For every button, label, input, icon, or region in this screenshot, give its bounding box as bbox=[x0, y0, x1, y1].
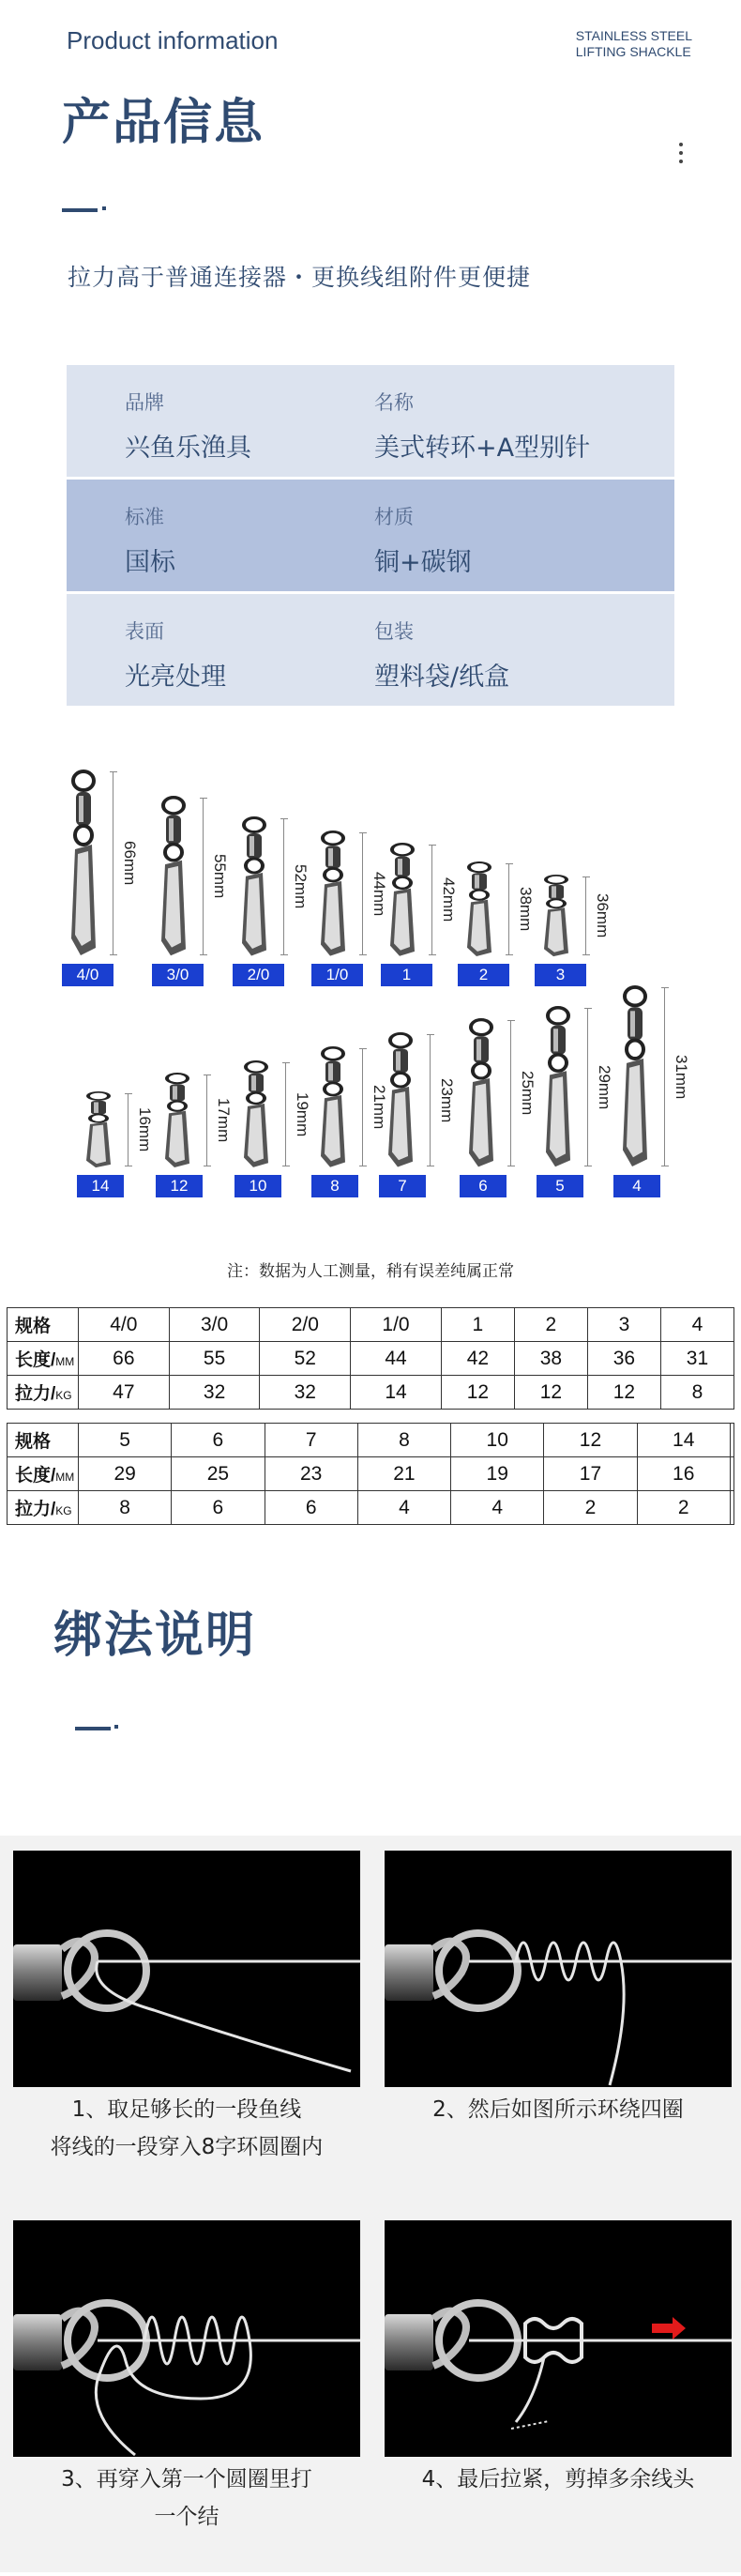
info-label: 表面 bbox=[125, 620, 164, 643]
table-cell: 1/0 bbox=[351, 1308, 442, 1342]
size-badge: 10 bbox=[234, 1175, 281, 1197]
size-badge: 2 bbox=[458, 964, 509, 986]
table-cell: 6 bbox=[172, 1491, 265, 1525]
table-row bbox=[8, 1342, 734, 1376]
header-en-title: Product information bbox=[67, 26, 279, 54]
row1-swivel-1 bbox=[158, 796, 229, 961]
step-3-caption bbox=[13, 2461, 360, 2536]
length-label: 29mm bbox=[596, 1064, 613, 1109]
table-cell: 52 bbox=[260, 1342, 351, 1376]
page-title: 产品信息 bbox=[62, 95, 265, 151]
row1-swivel-2 bbox=[238, 816, 310, 961]
info-row bbox=[67, 480, 674, 591]
table-cell: 32 bbox=[260, 1376, 351, 1410]
length-ruler bbox=[362, 1048, 363, 1166]
table-cell: 47 bbox=[79, 1376, 170, 1410]
length-label: 21mm bbox=[370, 1085, 388, 1130]
info-value: 国标 bbox=[125, 548, 175, 577]
info-row bbox=[67, 365, 674, 477]
table-row bbox=[8, 1376, 734, 1410]
step-4-caption-line1: 4、最后拉紧，剪掉多余线头 bbox=[421, 2467, 695, 2492]
length-ruler bbox=[128, 1093, 129, 1166]
info-label: 品牌 bbox=[125, 391, 164, 414]
table-cell: 21 bbox=[357, 1457, 450, 1491]
length-label: 66mm bbox=[121, 841, 139, 886]
step-1-caption-line1: 1、取足够长的一段鱼线 bbox=[71, 2097, 302, 2122]
step-4-caption bbox=[385, 2461, 732, 2498]
row2-swivel-7 bbox=[619, 985, 690, 1172]
size-badge: 12 bbox=[156, 1175, 203, 1197]
info-row bbox=[67, 594, 674, 706]
table-cell: 32 bbox=[169, 1376, 260, 1410]
length-ruler bbox=[510, 1020, 511, 1166]
table-cell: 31 bbox=[660, 1342, 733, 1376]
length-ruler bbox=[285, 1062, 286, 1166]
size-badge: 1 bbox=[381, 964, 432, 986]
size-badge: 7 bbox=[379, 1175, 426, 1197]
table-cell: 4 bbox=[357, 1491, 450, 1525]
table-cell: 42 bbox=[441, 1342, 514, 1376]
section-dash-dot bbox=[114, 1725, 118, 1729]
unit-kg: KG bbox=[55, 1389, 72, 1402]
table-cell: 36 bbox=[587, 1342, 660, 1376]
step-3-caption-line1: 3、再穿入第一个圆圈里打 bbox=[61, 2467, 312, 2492]
table-cell: 14 bbox=[637, 1424, 730, 1457]
table-cell: 2 bbox=[544, 1491, 637, 1525]
table-row bbox=[8, 1308, 734, 1342]
table-cell: 17 bbox=[544, 1457, 637, 1491]
table-cell: 2/0 bbox=[260, 1308, 351, 1342]
table-cell bbox=[730, 1457, 733, 1491]
step-1-illustration bbox=[13, 1851, 360, 2087]
header-subtitle-line2: LIFTING SHACKLE bbox=[575, 44, 691, 59]
row-header-length-text: 长度/ bbox=[15, 1466, 56, 1486]
size-badge: 6 bbox=[460, 1175, 507, 1197]
length-ruler bbox=[203, 798, 204, 955]
table-cell: 4/0 bbox=[79, 1308, 170, 1342]
title-dash-mark bbox=[62, 208, 98, 212]
size-badge: 4 bbox=[613, 1175, 660, 1197]
table-cell: 3/0 bbox=[169, 1308, 260, 1342]
length-ruler bbox=[283, 818, 284, 955]
length-ruler bbox=[508, 863, 509, 955]
info-value: 光亮处理 bbox=[125, 663, 226, 692]
info-cell-brand bbox=[67, 365, 370, 477]
length-ruler bbox=[585, 876, 586, 955]
spec-table-2 bbox=[7, 1423, 734, 1525]
size-badge: 3/0 bbox=[152, 964, 204, 986]
more-options-icon[interactable] bbox=[677, 143, 685, 168]
row2-swivel-2 bbox=[240, 1060, 311, 1172]
row-header-length bbox=[8, 1342, 79, 1376]
row2-swivel-1 bbox=[161, 1073, 233, 1172]
tagline: 拉力高于普通连接器・更换线组附件更便捷 bbox=[68, 264, 532, 291]
info-value: 铜+碳钢 bbox=[374, 548, 472, 577]
spec-table-1 bbox=[7, 1307, 734, 1410]
step-2-image bbox=[385, 1851, 732, 2087]
length-label: 52mm bbox=[292, 864, 310, 909]
info-cell-packaging bbox=[370, 594, 674, 706]
step-2-caption-line1: 2、然后如图所示环绕四圈 bbox=[432, 2097, 684, 2122]
length-ruler bbox=[431, 845, 432, 955]
table-cell: 19 bbox=[451, 1457, 544, 1491]
section-dash-mark bbox=[75, 1727, 111, 1730]
step-3-caption-line2: 一个结 bbox=[154, 2505, 219, 2529]
table-cell: 38 bbox=[514, 1342, 587, 1376]
size-badge: 2/0 bbox=[233, 964, 284, 986]
step-3-image bbox=[13, 2220, 360, 2457]
row2-swivel-6 bbox=[542, 1006, 613, 1172]
row1-swivel-0 bbox=[68, 770, 139, 961]
step-1-caption-line2: 将线的一段穿入8字环圆圈内 bbox=[50, 2135, 324, 2159]
table-row bbox=[8, 1491, 734, 1525]
info-label: 名称 bbox=[374, 391, 414, 414]
length-ruler bbox=[587, 1008, 588, 1166]
length-label: 25mm bbox=[519, 1071, 537, 1116]
row-header-size: 规格 bbox=[8, 1424, 79, 1457]
row-header-pull-text: 拉力/ bbox=[15, 1384, 56, 1404]
length-ruler bbox=[362, 832, 363, 955]
row-header-length bbox=[8, 1457, 79, 1491]
step-4-image bbox=[385, 2220, 732, 2457]
table-cell: 12 bbox=[441, 1376, 514, 1410]
table-cell: 4 bbox=[660, 1308, 733, 1342]
table-cell bbox=[730, 1424, 733, 1457]
info-label: 材质 bbox=[374, 506, 414, 528]
table-cell: 55 bbox=[169, 1342, 260, 1376]
length-label: 36mm bbox=[594, 893, 612, 938]
info-label: 标准 bbox=[125, 506, 164, 528]
unit-mm: MM bbox=[55, 1471, 75, 1484]
header-subtitle bbox=[576, 28, 692, 60]
header-subtitle-line1: STAINLESS STEEL bbox=[575, 28, 692, 43]
measurement-note: 注：数据为人工测量，稍有误差纯属正常 bbox=[227, 1262, 514, 1281]
table-cell: 16 bbox=[637, 1457, 730, 1491]
size-badge: 4/0 bbox=[62, 964, 113, 986]
length-ruler bbox=[206, 1075, 207, 1166]
unit-mm: MM bbox=[55, 1355, 75, 1368]
table-cell: 23 bbox=[265, 1457, 357, 1491]
table-cell: 6 bbox=[265, 1491, 357, 1525]
row2-swivel-3 bbox=[317, 1046, 388, 1172]
table-cell bbox=[730, 1491, 733, 1525]
product-info-table bbox=[67, 365, 674, 706]
length-ruler bbox=[664, 987, 665, 1166]
section-title-tying: 绑法说明 bbox=[53, 1608, 257, 1664]
length-label: 38mm bbox=[517, 887, 535, 932]
length-label: 31mm bbox=[673, 1054, 690, 1099]
table-cell: 66 bbox=[79, 1342, 170, 1376]
length-label: 16mm bbox=[136, 1107, 154, 1152]
length-ruler bbox=[430, 1034, 431, 1166]
info-label: 包装 bbox=[374, 620, 414, 643]
arrow-right-icon bbox=[652, 2317, 686, 2340]
title-dash-dot bbox=[102, 206, 106, 210]
length-label: 19mm bbox=[294, 1091, 311, 1136]
table-cell: 8 bbox=[357, 1424, 450, 1457]
step-4-illustration bbox=[385, 2220, 732, 2457]
table-cell: 2 bbox=[637, 1491, 730, 1525]
info-cell-surface bbox=[67, 594, 370, 706]
size-badge: 8 bbox=[311, 1175, 358, 1197]
info-value: 美式转环+A型别针 bbox=[374, 434, 591, 463]
table-row bbox=[8, 1424, 734, 1457]
table-cell: 6 bbox=[172, 1424, 265, 1457]
info-cell-standard bbox=[67, 480, 370, 591]
table-cell: 14 bbox=[351, 1376, 442, 1410]
step-1-image bbox=[13, 1851, 360, 2087]
length-label: 44mm bbox=[370, 871, 388, 916]
row-header-pull-text: 拉力/ bbox=[15, 1500, 56, 1519]
step-3-illustration bbox=[13, 2220, 360, 2457]
row-header-pull bbox=[8, 1491, 79, 1525]
info-value: 塑料袋/纸盒 bbox=[374, 663, 510, 692]
table-cell: 3 bbox=[587, 1308, 660, 1342]
table-cell: 12 bbox=[514, 1376, 587, 1410]
length-label: 55mm bbox=[211, 854, 229, 899]
row-header-size: 规格 bbox=[8, 1308, 79, 1342]
table-cell: 2 bbox=[514, 1308, 587, 1342]
row1-swivel-5 bbox=[463, 861, 535, 961]
step-2-illustration bbox=[385, 1851, 732, 2087]
info-value: 兴鱼乐渔具 bbox=[125, 434, 251, 463]
step-1-caption bbox=[13, 2091, 360, 2166]
table-cell: 12 bbox=[587, 1376, 660, 1410]
row1-swivel-6 bbox=[540, 875, 612, 961]
table-cell: 12 bbox=[544, 1424, 637, 1457]
table-cell: 44 bbox=[351, 1342, 442, 1376]
row-header-length-text: 长度/ bbox=[15, 1350, 56, 1370]
unit-kg: KG bbox=[55, 1504, 72, 1517]
length-label: 42mm bbox=[440, 877, 458, 922]
info-cell-name bbox=[370, 365, 674, 477]
step-2-caption bbox=[385, 2091, 732, 2128]
table-row bbox=[8, 1457, 734, 1491]
size-badge: 3 bbox=[535, 964, 586, 986]
table-cell: 7 bbox=[265, 1424, 357, 1457]
row2-swivel-4 bbox=[385, 1032, 456, 1172]
row-header-pull bbox=[8, 1376, 79, 1410]
table-cell: 4 bbox=[451, 1491, 544, 1525]
table-cell: 10 bbox=[451, 1424, 544, 1457]
table-cell: 1 bbox=[441, 1308, 514, 1342]
info-cell-material bbox=[370, 480, 674, 591]
table-cell: 8 bbox=[660, 1376, 733, 1410]
table-cell: 29 bbox=[79, 1457, 172, 1491]
row2-swivel-5 bbox=[465, 1018, 537, 1172]
size-badge: 5 bbox=[537, 1175, 583, 1197]
table-cell: 8 bbox=[79, 1491, 172, 1525]
row1-swivel-3 bbox=[317, 831, 388, 961]
row1-swivel-4 bbox=[386, 843, 458, 961]
size-badge: 1/0 bbox=[311, 964, 363, 986]
size-badge: 14 bbox=[77, 1175, 124, 1197]
table-cell: 5 bbox=[79, 1424, 172, 1457]
length-label: 17mm bbox=[215, 1098, 233, 1143]
table-cell: 25 bbox=[172, 1457, 265, 1491]
length-label: 23mm bbox=[438, 1077, 456, 1122]
row2-swivel-0 bbox=[83, 1091, 154, 1172]
